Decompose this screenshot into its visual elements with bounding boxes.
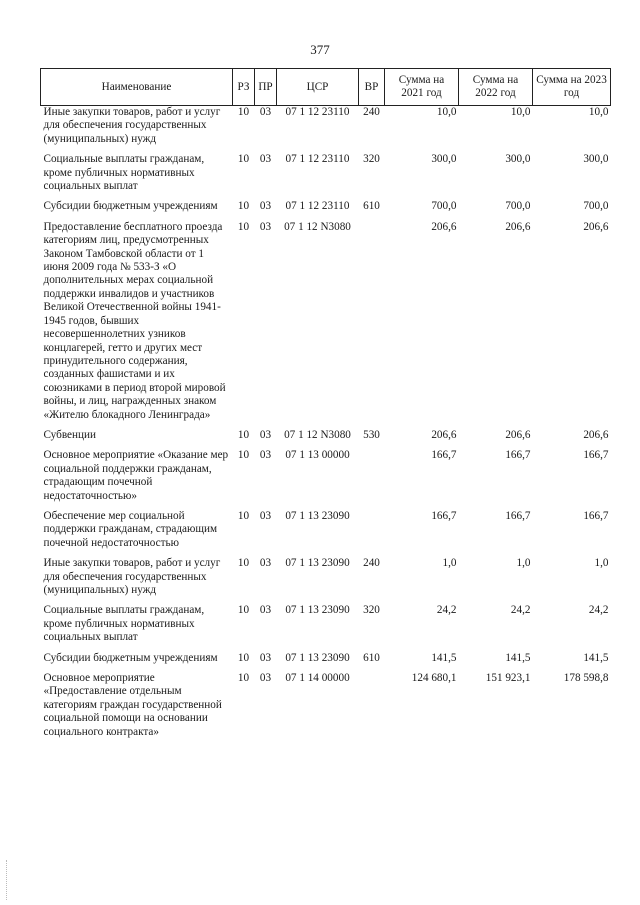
header-name: Наименование <box>41 69 233 106</box>
table-row <box>41 153 611 200</box>
row-sum-2021: 24,2 <box>436 604 457 617</box>
row-csr: 07 1 12 23110 <box>285 153 350 166</box>
row-csr: 07 1 12 N3080 <box>284 428 351 441</box>
row-sum-2023: 206,6 <box>583 428 609 441</box>
row-sum-2021: 1,0 <box>442 557 457 570</box>
row-csr: 07 1 13 23090 <box>285 604 350 617</box>
row-rz: 10 <box>237 428 250 441</box>
row-rz: 10 <box>237 449 250 462</box>
row-name: Субсидии бюджетным учреждениям <box>43 200 218 213</box>
row-sum-2022: 151 923,1 <box>485 672 531 685</box>
row-name: Субвенции <box>43 428 96 441</box>
row-rz: 10 <box>237 200 250 213</box>
row-sum-2022: 1,0 <box>516 557 531 570</box>
row-name: Основное мероприятие «Оказание мер социальной поддержки гражданам, страдающим почечной недостаточностью» <box>43 449 229 502</box>
row-vr: 320 <box>363 604 380 617</box>
row-vr <box>359 449 385 510</box>
header-vr: ВР <box>359 69 385 106</box>
row-sum-2021: 206,6 <box>431 220 457 233</box>
table-row <box>41 510 611 557</box>
row-rz: 10 <box>237 509 250 522</box>
row-sum-2022: 700,0 <box>505 200 531 213</box>
row-rz: 10 <box>237 106 250 118</box>
row-pr: 03 <box>259 651 272 664</box>
row-name: Обеспечение мер социальной поддержки гражданам, страдающим почечной недостаточностью <box>43 509 218 549</box>
row-name: Предоставление бесплатного проезда категориям лиц, предусмотренных Законом Тамбовской области от 1 июня 2009 года № 533-З «О дополнительных мерах социальной поддержки инвалидов и участников Великой Отечественной войны 1941-1945 годов, бывших несовершеннолетних узников концлагерей, гетто и других мест принудительного содержания, созданных фашистами и их союзниками в период второй мировой войны, и лиц, награжденных знаком «Жителю блокадного Ленинграда» <box>43 220 226 421</box>
table-row <box>41 429 611 449</box>
row-name: Иные закупки товаров, работ и услуг для обеспечения государственных (муниципальных) нужд <box>43 106 221 145</box>
row-rz: 10 <box>237 557 250 570</box>
row-sum-2023: 166,7 <box>583 509 609 522</box>
row-sum-2023: 1,0 <box>594 557 609 570</box>
header-rz: РЗ <box>233 69 255 106</box>
row-pr: 03 <box>259 153 272 166</box>
header-sum-2023: Сумма на 2023 год <box>533 69 611 106</box>
row-csr: 07 1 13 23090 <box>285 509 350 522</box>
row-name: Иные закупки товаров, работ и услуг для обеспечения государственных (муниципальных) нужд <box>43 557 221 596</box>
row-sum-2021: 10,0 <box>436 106 457 118</box>
row-sum-2022: 206,6 <box>505 428 531 441</box>
row-rz: 10 <box>237 604 250 617</box>
row-sum-2021: 206,6 <box>431 428 457 441</box>
row-csr: 07 1 12 23110 <box>285 106 350 118</box>
row-sum-2023: 141,5 <box>583 651 609 664</box>
table-row <box>41 221 611 429</box>
row-pr: 03 <box>259 604 272 617</box>
row-csr: 07 1 12 23110 <box>285 200 350 213</box>
table-row <box>41 672 611 746</box>
table-row <box>41 652 611 672</box>
row-csr: 07 1 12 N3080 <box>284 220 351 233</box>
row-vr: 530 <box>363 428 380 441</box>
row-pr: 03 <box>259 220 272 233</box>
row-sum-2023: 10,0 <box>588 106 609 118</box>
row-csr: 07 1 13 23090 <box>285 557 350 570</box>
row-name: Основное мероприятие «Предоставление отдельным категориям граждан государственной социальной помощи на основании социального контракта» <box>43 672 222 738</box>
row-pr: 03 <box>259 428 272 441</box>
row-csr: 07 1 14 00000 <box>285 672 350 685</box>
row-csr: 07 1 13 00000 <box>285 449 350 462</box>
row-rz: 10 <box>237 220 250 233</box>
header-pr: ПР <box>255 69 277 106</box>
row-sum-2023: 206,6 <box>583 220 609 233</box>
row-vr: 320 <box>363 153 380 166</box>
budget-table <box>40 68 611 746</box>
row-csr: 07 1 13 23090 <box>285 651 350 664</box>
row-sum-2021: 700,0 <box>431 200 457 213</box>
table-row <box>41 557 611 604</box>
row-vr: 240 <box>363 106 380 118</box>
row-vr: 610 <box>363 200 380 213</box>
table-row <box>41 449 611 510</box>
table-row <box>41 200 611 220</box>
row-sum-2022: 141,5 <box>505 651 531 664</box>
row-sum-2022: 24,2 <box>510 604 531 617</box>
row-sum-2023: 300,0 <box>583 153 609 166</box>
row-pr: 03 <box>259 449 272 462</box>
row-name: Социальные выплаты гражданам, кроме публичных нормативных социальных выплат <box>43 604 205 644</box>
row-sum-2023: 178 598,8 <box>563 672 609 685</box>
row-name: Социальные выплаты гражданам, кроме публичных нормативных социальных выплат <box>43 153 205 193</box>
row-pr: 03 <box>259 509 272 522</box>
row-sum-2021: 300,0 <box>431 153 457 166</box>
row-vr <box>359 221 385 429</box>
row-sum-2023: 24,2 <box>588 604 609 617</box>
row-sum-2022: 166,7 <box>505 509 531 522</box>
row-sum-2021: 166,7 <box>431 449 457 462</box>
row-sum-2022: 166,7 <box>505 449 531 462</box>
table-row <box>41 106 611 154</box>
scan-edge-mark <box>6 860 8 900</box>
row-rz: 10 <box>237 153 250 166</box>
table-row <box>41 604 611 651</box>
row-vr <box>359 672 385 746</box>
row-rz: 10 <box>237 651 250 664</box>
row-sum-2021: 124 680,1 <box>411 672 457 685</box>
row-sum-2023: 700,0 <box>583 200 609 213</box>
page-number: 377 <box>310 42 330 57</box>
row-sum-2023: 166,7 <box>583 449 609 462</box>
row-sum-2022: 300,0 <box>505 153 531 166</box>
row-sum-2021: 141,5 <box>431 651 457 664</box>
header-sum-2022: Сумма на 2022 год <box>459 69 533 106</box>
row-sum-2021: 166,7 <box>431 509 457 522</box>
row-vr: 240 <box>363 557 380 570</box>
row-sum-2022: 10,0 <box>510 106 531 118</box>
header-sum-2021: Сумма на 2021 год <box>385 69 459 106</box>
row-vr <box>359 510 385 557</box>
row-rz: 10 <box>237 672 250 685</box>
table-header-row <box>41 69 611 106</box>
row-sum-2022: 206,6 <box>505 220 531 233</box>
row-pr: 03 <box>259 672 272 685</box>
header-csr: ЦСР <box>277 69 359 106</box>
row-vr: 610 <box>363 651 380 664</box>
row-pr: 03 <box>259 106 272 118</box>
row-name: Субсидии бюджетным учреждениям <box>43 651 218 664</box>
row-pr: 03 <box>259 200 272 213</box>
row-pr: 03 <box>259 557 272 570</box>
